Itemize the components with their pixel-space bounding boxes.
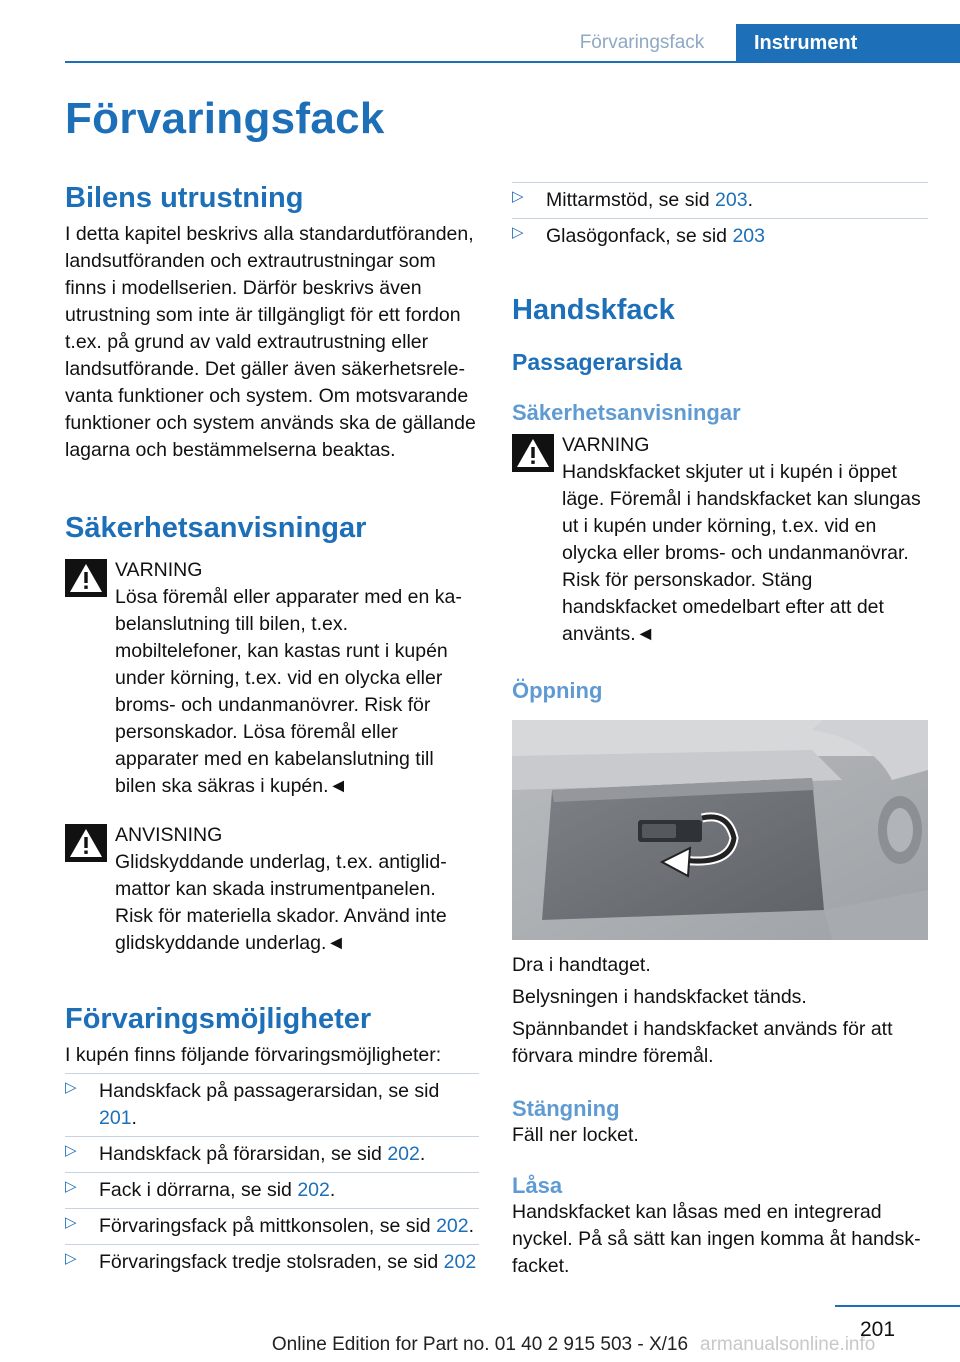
opening-step-3: Spännbandet i handskfacket används för att förvara mindre föremål. bbox=[512, 1018, 893, 1067]
left-column bbox=[65, 182, 479, 1276]
storage-intro: I kupén finns följande förvaringsmöjligheter: bbox=[65, 1044, 442, 1066]
warning-1-text: Lösa föremål eller apparater med en kabelanslutning till bilen, t.ex. mobiltelefoner, kan kastas runt i kupén under körning, t.ex. vid en olycka eller broms- och undanmanövrer. Risk för personskador. Lösa föremål eller apparater med en kabelanslutning till bilen ska säkras i kupén.◄ bbox=[115, 586, 462, 797]
bullet-triangle-icon: ▷ bbox=[65, 1214, 77, 1231]
opening-step-1: Dra i handtaget. bbox=[512, 954, 651, 976]
opening-heading: Öppning bbox=[512, 678, 603, 703]
passenger-side-heading: Passagerarsida bbox=[512, 349, 683, 375]
list-item: ▷ Förvaringsfack på mittkonsolen, se sid 202. bbox=[65, 1208, 479, 1244]
warning-1-title: VARNING bbox=[115, 559, 203, 581]
warning-3-title: VARNING bbox=[562, 434, 650, 456]
warning-block-1 bbox=[65, 557, 479, 800]
warning-block-3 bbox=[512, 432, 928, 648]
list-item: ▷ Handskfack på passagerarsidan, se sid 201. bbox=[65, 1074, 479, 1136]
header-rule bbox=[65, 61, 960, 63]
page-link[interactable]: 202 bbox=[436, 1215, 469, 1237]
watermark: armanualsonline.info bbox=[700, 1334, 876, 1355]
running-header-chapter: Instrument bbox=[736, 24, 960, 63]
list-item: ▷ Glasögonfack, se sid 203 bbox=[512, 218, 928, 250]
page-number: 201 bbox=[860, 1318, 896, 1341]
equipment-text: I detta kapitel beskrivs alla standardutföranden, landsutföranden och extrautrustningar som finns i modellserien. Därför beskrivs även utrustning som inte är tillgängligt för ett fordon t.ex. på grund av vald extrautrustning eller landsutförande. Det gäller även säkerhetsrelevanta funktioner och system. Om motsvarande funktioner och system används ska de gällande lagarna och bestämmelserna beaktas. bbox=[65, 223, 476, 461]
bullet-triangle-icon: ▷ bbox=[65, 1250, 77, 1267]
warning-2-title: ANVISNING bbox=[115, 824, 223, 846]
storage-list bbox=[65, 1074, 479, 1276]
glovebox-opening-illustration bbox=[512, 720, 928, 940]
page-link[interactable]: 202 bbox=[387, 1143, 420, 1165]
warning-3-text: Handskfacket skjuter ut i kupén i öppet läge. Föremål i handskfacket kan slungas ut i kupén under körning, t.ex. vid en olycka eller broms- och undanmanövrar. Risk för personskador. Stäng handskfacket omedelbart efter att det använts.◄ bbox=[562, 461, 921, 645]
lock-heading: Låsa bbox=[512, 1173, 563, 1198]
warning-2-text: Glidskyddande underlag, t.ex. antiglidmattor kan skada instrumentpanelen. Risk för materiella skador. Använd inte glidskyddande underlag.◄ bbox=[115, 851, 447, 954]
glovebox-safety-heading: Säkerhetsanvisningar bbox=[512, 400, 741, 425]
list-item: ▷ Mittarmstöd, se sid 203. bbox=[512, 183, 928, 218]
footer-edition: Online Edition for Part no. 01 40 2 915 503 - X/16 bbox=[271, 1334, 689, 1355]
storage-list-continued bbox=[512, 183, 928, 250]
page-link[interactable]: 202 bbox=[297, 1179, 330, 1201]
opening-step-2: Belysningen i handskfacket tänds. bbox=[512, 986, 807, 1008]
storage-heading: Förvaringsmöjligheter bbox=[65, 1003, 372, 1035]
page-link[interactable]: 202 bbox=[443, 1251, 477, 1273]
list-item: ▷ Handskfack på förarsidan, se sid 202. bbox=[65, 1136, 479, 1172]
notice-triangle-icon bbox=[65, 824, 107, 862]
bullet-triangle-icon: ▷ bbox=[65, 1142, 77, 1159]
bullet-triangle-icon: ▷ bbox=[65, 1079, 77, 1096]
glovebox-heading: Handskfack bbox=[512, 294, 675, 326]
closing-heading: Stängning bbox=[512, 1096, 620, 1121]
closing-text: Fäll ner locket. bbox=[512, 1124, 639, 1146]
page-number-rule bbox=[835, 1305, 960, 1307]
page-link[interactable]: 203 bbox=[715, 189, 748, 211]
lock-text: Handskfacket kan låsas med en integrerad nyckel. På så sätt kan ingen komma åt handskfacket. bbox=[512, 1201, 921, 1277]
running-header-section: Förvaringsfack bbox=[579, 32, 705, 53]
page-title: Förvaringsfack bbox=[65, 94, 385, 143]
warning-block-2 bbox=[65, 822, 479, 957]
page-link[interactable]: 203 bbox=[732, 225, 765, 247]
list-item: ▷ Fack i dörrarna, se sid 202. bbox=[65, 1172, 479, 1208]
warning-triangle-icon bbox=[65, 559, 107, 597]
bullet-triangle-icon: ▷ bbox=[512, 224, 524, 241]
warning-triangle-icon bbox=[512, 434, 554, 472]
safety-heading: Säkerhetsanvisningar bbox=[65, 512, 367, 544]
equipment-heading: Bilens utrustning bbox=[65, 182, 304, 214]
bullet-triangle-icon: ▷ bbox=[512, 188, 524, 205]
list-item: ▷ Förvaringsfack tredje stolsraden, se sid 202 bbox=[65, 1244, 479, 1276]
bullet-triangle-icon: ▷ bbox=[65, 1178, 77, 1195]
right-column bbox=[512, 182, 928, 1280]
page-link[interactable]: 201 bbox=[99, 1107, 132, 1129]
